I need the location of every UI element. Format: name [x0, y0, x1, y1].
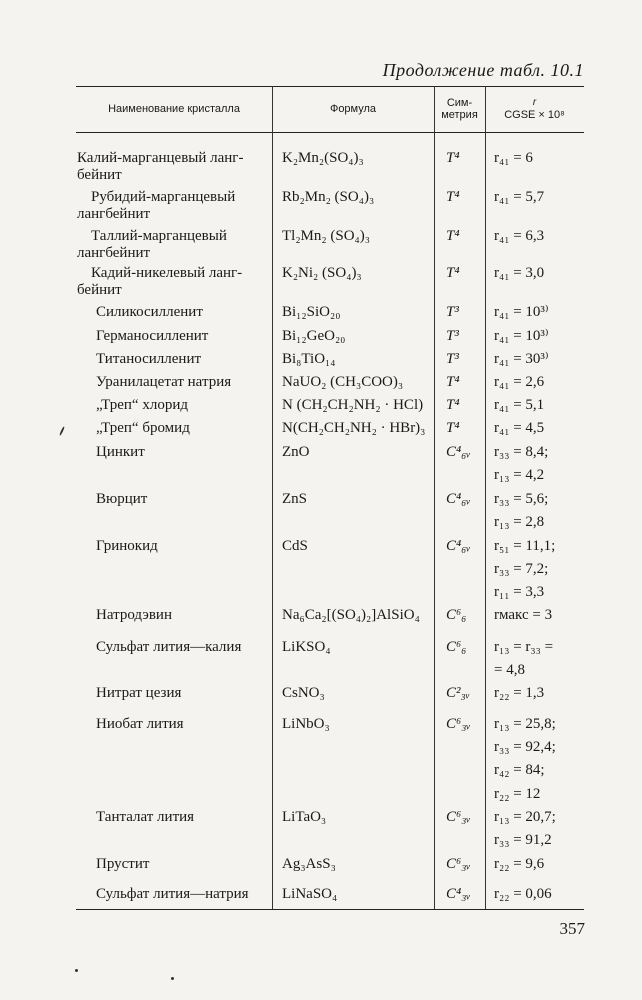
row-coef: r₄₁ = 10³⁾: [494, 304, 549, 320]
row-symmetry: T³: [446, 328, 459, 344]
header-coef-unit: CGSE × 10⁸: [504, 109, 565, 121]
row-coef: r₄₁ = 6,3: [494, 228, 545, 244]
scan-mark: [59, 426, 65, 436]
row-formula: Bi₁₂SiO₂₀: [282, 304, 341, 320]
row-name: Танталат лития: [96, 809, 195, 825]
continuation-caption: Продолжение табл. 10.1: [382, 60, 584, 80]
row-formula: Na₆Ca₂[(SO₄)₂]AlSiO₄: [282, 607, 420, 623]
row-symmetry: T⁴: [446, 189, 460, 205]
column-divider: [434, 86, 435, 909]
row-coef: r₄₁ = 10³⁾: [494, 328, 549, 344]
row-symmetry: C²₃ᵥ: [446, 685, 470, 701]
row-formula: Rb₂Mn₂ (SO₄)₃: [282, 189, 375, 205]
row-coef: r₁₃ = 25,8;: [494, 716, 556, 732]
header-rule: [76, 132, 584, 133]
row-symmetry: T⁴: [446, 150, 460, 166]
row-symmetry: T⁴: [446, 228, 460, 244]
row-coef: r₂₂ = 12: [494, 786, 541, 802]
row-coef: r₃₃ = 92,4;: [494, 739, 556, 755]
row-name: Уранилацетат натрия: [96, 374, 232, 390]
row-coef: r₄₁ = 5,1: [494, 397, 545, 413]
row-coef: r₃₃ = 91,2: [494, 832, 552, 848]
column-divider: [485, 86, 486, 909]
row-symmetry: C⁴₆ᵥ: [446, 491, 471, 507]
row-formula: CsNO₃: [282, 685, 325, 701]
row-coef: r₃₃ = 8,4;: [494, 444, 549, 460]
row-formula: Tl₂Mn₂ (SO₄)₃: [282, 228, 371, 244]
row-coef: r₃₃ = 7,2;: [494, 561, 549, 577]
row-symmetry: C⁶₃ᵥ: [446, 809, 471, 825]
row-name: Калий-марганцевый ланг-бейнит: [77, 150, 244, 183]
row-formula: ZnS: [282, 491, 308, 507]
row-coef: r₂₂ = 0,06: [494, 886, 552, 902]
row-coef: r₂₂ = 9,6: [494, 856, 545, 872]
row-coef: rмакс = 3: [494, 607, 553, 623]
row-coef: r₁₃ = 2,8: [494, 514, 545, 530]
row-symmetry: C⁴₃ᵥ: [446, 886, 471, 902]
row-formula: LiNbO₃: [282, 716, 330, 732]
row-coef: r₄₁ = 4,5: [494, 420, 545, 436]
row-formula: LiKSO₄: [282, 639, 331, 655]
row-symmetry: C⁶₆: [446, 639, 467, 655]
row-coef: r₄₁ = 2,6: [494, 374, 545, 390]
row-coef: r₄₁ = 5,7: [494, 189, 545, 205]
row-formula: N(CH₂CH₂NH₂ · HBr)₃: [282, 420, 426, 436]
row-name: Натродэвин: [96, 607, 172, 623]
row-formula: LiNaSO₄: [282, 886, 338, 902]
row-symmetry: T⁴: [446, 397, 460, 413]
row-formula: K₂Ni₂ (SO₄)₃: [282, 265, 362, 281]
row-coef: r₂₂ = 1,3: [494, 685, 545, 701]
row-formula: Bi₈TiO₁₄: [282, 351, 336, 367]
row-name: „Треп“ бромид: [96, 420, 190, 436]
row-symmetry: C⁶₆: [446, 607, 467, 623]
header-symmetry: Сим- метрия: [441, 97, 478, 121]
row-formula: Bi₁₂GeO₂₀: [282, 328, 346, 344]
row-name: Пруcтит: [96, 856, 150, 872]
row-name: „Треп“ хлорид: [96, 397, 188, 413]
row-formula: NaUO₂ (CH₃COO)₃: [282, 374, 404, 390]
row-name: Ниобат лития: [96, 716, 184, 732]
row-name: Таллий-марганцевый лангбейнит: [77, 228, 227, 261]
row-formula: Ag₃AsS₃: [282, 856, 336, 872]
header-formula: Формула: [329, 103, 377, 115]
row-coef: r₁₃ = r₃₃ =: [494, 639, 554, 655]
row-coef: r₅₁ = 11,1;: [494, 538, 556, 554]
row-formula: N (CH₂CH₂NH₂ · HCl): [282, 397, 424, 413]
row-formula: ZnO: [282, 444, 310, 460]
header-coefficient: [485, 86, 584, 132]
row-name: Сульфат лития—калия: [96, 639, 242, 655]
table-bottom-rule: [76, 909, 584, 910]
row-symmetry: T³: [446, 351, 459, 367]
row-coef: r₃₃ = 5,6;: [494, 491, 549, 507]
row-name: Сульфат лития—натрия: [96, 886, 249, 902]
row-coef: r₁₃ = 4,2: [494, 467, 545, 483]
scan-mark: [171, 977, 174, 980]
row-symmetry: C⁴₆ᵥ: [446, 444, 471, 460]
row-name: Германосилленит: [96, 328, 209, 344]
row-name: Цинкит: [96, 444, 145, 460]
row-name: Кадий-никелевый ланг-бейнит: [77, 265, 243, 298]
header-name: Наименование кристалла: [108, 103, 240, 115]
row-coef: r₁₃ = 20,7;: [494, 809, 556, 825]
scan-mark: [75, 969, 78, 972]
row-symmetry: T⁴: [446, 374, 460, 390]
row-name: Силикосилленит: [96, 304, 203, 320]
row-name: Вюрцит: [96, 491, 148, 507]
row-name: Рубидий-марганцевый лангбейнит: [77, 189, 236, 222]
row-symmetry: T⁴: [446, 265, 460, 281]
row-symmetry: T³: [446, 304, 459, 320]
row-symmetry: C⁶₃ᵥ: [446, 856, 471, 872]
row-formula: K₂Mn₂(SO₄)₃: [282, 150, 364, 166]
row-symmetry: C⁶₃ᵥ: [446, 716, 471, 732]
row-coef: r₄₁ = 6: [494, 150, 533, 166]
page-number: 357: [559, 919, 585, 938]
header-coef-symbol: r: [532, 97, 537, 108]
row-name: Титаносилленит: [96, 351, 202, 367]
row-coef: r₄₂ = 84;: [494, 762, 545, 778]
row-name: Нитрат цезия: [96, 685, 182, 701]
row-name: Гринокид: [96, 538, 158, 554]
row-coef: = 4,8: [494, 662, 525, 678]
row-formula: CdS: [282, 538, 308, 554]
row-formula: LiTaO₃: [282, 809, 327, 825]
row-coef: r₁₁ = 3,3: [494, 584, 545, 600]
row-coef: r₄₁ = 3,0: [494, 265, 545, 281]
row-symmetry: T⁴: [446, 420, 460, 436]
row-symmetry: C⁴₆ᵥ: [446, 538, 471, 554]
row-coef: r₄₁ = 30³⁾: [494, 351, 549, 367]
